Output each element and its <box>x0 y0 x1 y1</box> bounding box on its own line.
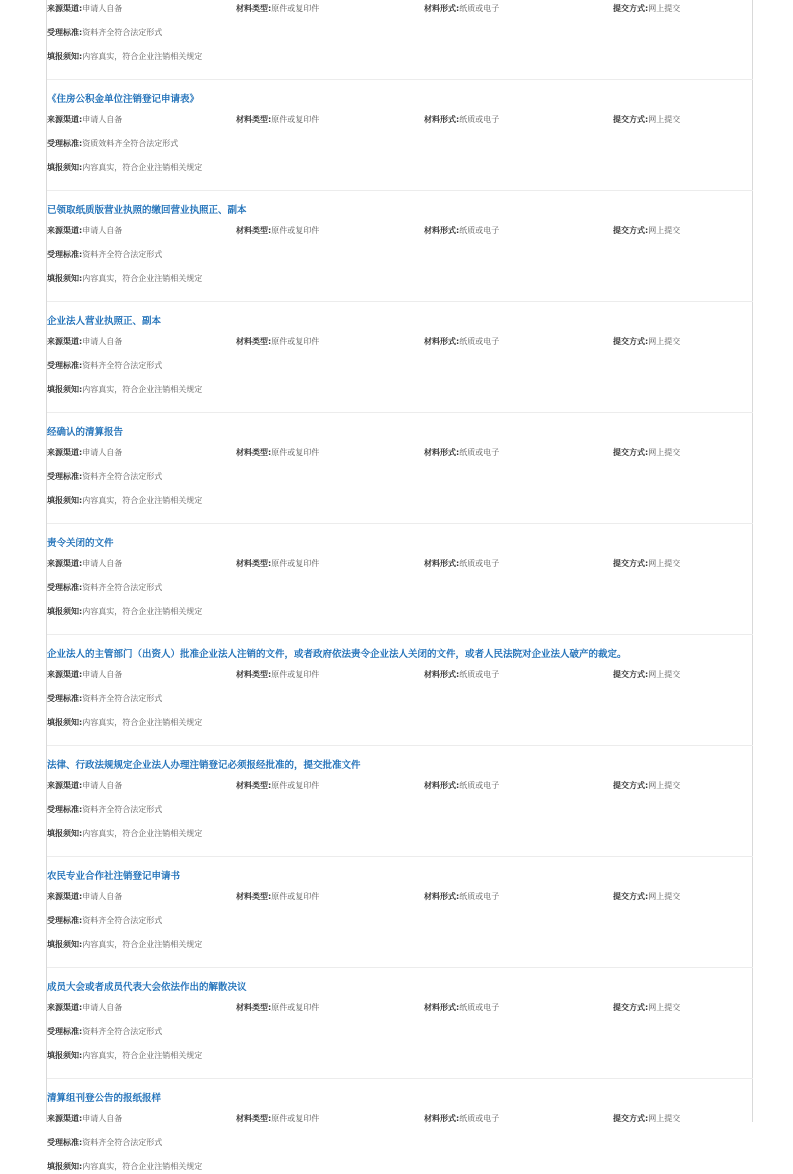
notice-value: 内容真实，符合企业注销相关规定 <box>82 940 203 949</box>
notice-label: 填报须知: <box>47 940 83 949</box>
source-label: 来源渠道: <box>47 4 83 13</box>
form-value: 纸质或电子 <box>459 1003 500 1012</box>
submit-value: 网上提交 <box>648 670 681 679</box>
material-title-link[interactable]: 农民专业合作社注销登记申请书 <box>47 871 181 882</box>
standard-label: 受理标准: <box>47 1138 83 1147</box>
type-label: 材料类型: <box>236 226 272 235</box>
type-value: 原件或复印件 <box>271 559 320 568</box>
form-label: 材料形式: <box>424 448 460 457</box>
type-label: 材料类型: <box>236 115 272 124</box>
source-label: 来源渠道: <box>47 115 83 124</box>
type-value: 原件或复印件 <box>271 226 320 235</box>
materials-list <box>46 0 753 1171</box>
standard-value: 资料齐全符合法定形式 <box>82 250 163 259</box>
material-title-link[interactable]: 经确认的清算报告 <box>47 427 124 438</box>
source-label: 来源渠道: <box>47 226 83 235</box>
notice-row <box>47 1160 753 1174</box>
material-item <box>47 666 753 838</box>
standard-field <box>47 1136 162 1150</box>
type-label: 材料类型: <box>236 1003 272 1012</box>
source-value: 申请人自备 <box>82 892 123 901</box>
form-label: 材料形式: <box>424 1003 460 1012</box>
type-value: 原件或复印件 <box>271 670 320 679</box>
notice-value: 内容真实，符合企业注销相关规定 <box>82 607 203 616</box>
standard-value: 资质效料齐全符合法定形式 <box>82 139 179 148</box>
material-item <box>47 888 753 1060</box>
material-item <box>47 222 753 394</box>
type-label: 材料类型: <box>236 1114 272 1123</box>
form-value: 纸质或电子 <box>459 448 500 457</box>
type-value: 原件或复印件 <box>271 337 320 346</box>
submit-value: 网上提交 <box>648 892 681 901</box>
source-value: 申请人自备 <box>82 559 123 568</box>
source-label: 来源渠道: <box>47 337 83 346</box>
submit-label: 提交方式: <box>613 892 649 901</box>
type-value: 原件或复印件 <box>271 892 320 901</box>
submit-value: 网上提交 <box>648 226 681 235</box>
notice-value: 内容真实，符合企业注销相关规定 <box>82 385 203 394</box>
standard-value: 资料齐全符合法定形式 <box>82 361 163 370</box>
source-label: 来源渠道: <box>47 559 83 568</box>
form-value: 纸质或电子 <box>459 670 500 679</box>
standard-value: 资料齐全符合法定形式 <box>82 805 163 814</box>
form-value: 纸质或电子 <box>459 559 500 568</box>
standard-label: 受理标准: <box>47 694 83 703</box>
type-label: 材料类型: <box>236 337 272 346</box>
standard-label: 受理标准: <box>47 28 83 37</box>
source-value: 申请人自备 <box>82 781 123 790</box>
standard-label: 受理标准: <box>47 139 83 148</box>
notice-label: 填报须知: <box>47 1162 83 1171</box>
source-field <box>47 1112 122 1126</box>
type-label: 材料类型: <box>236 4 272 13</box>
material-title-link[interactable]: 法律、行政法规规定企业法人办理注销登记必须报经批准的，提交批准文件 <box>47 760 361 771</box>
source-label: 来源渠道: <box>47 1114 83 1123</box>
submit-label: 提交方式: <box>613 559 649 568</box>
material-item <box>47 444 753 616</box>
notice-value: 内容真实，符合企业注销相关规定 <box>82 52 203 61</box>
standard-label: 受理标准: <box>47 1027 83 1036</box>
notice-value: 内容真实，符合企业注销相关规定 <box>82 1051 203 1060</box>
type-label: 材料类型: <box>236 670 272 679</box>
material-item <box>47 0 753 172</box>
source-value: 申请人自备 <box>82 448 123 457</box>
notice-label: 填报须知: <box>47 274 83 283</box>
material-item <box>47 555 753 727</box>
source-value: 申请人自备 <box>82 1003 123 1012</box>
notice-value: 内容真实，符合企业注销相关规定 <box>82 274 203 283</box>
material-meta-row <box>47 1112 753 1126</box>
source-value: 申请人自备 <box>82 1114 123 1123</box>
form-value: 纸质或电子 <box>459 892 500 901</box>
submit-value: 网上提交 <box>648 4 681 13</box>
material-title-link[interactable]: 已领取纸质版营业执照的缴回营业执照正、副本 <box>47 205 247 216</box>
form-value: 纸质或电子 <box>459 781 500 790</box>
source-value: 申请人自备 <box>82 226 123 235</box>
type-value: 原件或复印件 <box>271 1003 320 1012</box>
submit-label: 提交方式: <box>613 781 649 790</box>
standard-value: 资料齐全符合法定形式 <box>82 1027 163 1036</box>
submit-value: 网上提交 <box>648 337 681 346</box>
submit-field <box>613 1112 680 1126</box>
material-item <box>47 777 753 949</box>
form-label: 材料形式: <box>424 4 460 13</box>
source-label: 来源渠道: <box>47 448 83 457</box>
form-label: 材料形式: <box>424 115 460 124</box>
notice-value: 内容真实，符合企业注销相关规定 <box>82 163 203 172</box>
standard-value: 资料齐全符合法定形式 <box>82 583 163 592</box>
type-field <box>236 1112 319 1126</box>
submit-value: 网上提交 <box>648 115 681 124</box>
material-title-link[interactable]: 企业法人营业执照正、副本 <box>47 316 162 327</box>
type-value: 原件或复印件 <box>271 781 320 790</box>
notice-label: 填报须知: <box>47 52 83 61</box>
standard-label: 受理标准: <box>47 916 83 925</box>
submit-label: 提交方式: <box>613 670 649 679</box>
form-label: 材料形式: <box>424 892 460 901</box>
source-label: 来源渠道: <box>47 781 83 790</box>
notice-label: 填报须知: <box>47 496 83 505</box>
material-item <box>47 333 753 505</box>
form-value: 纸质或电子 <box>459 337 500 346</box>
submit-label: 提交方式: <box>613 115 649 124</box>
notice-label: 填报须知: <box>47 718 83 727</box>
type-label: 材料类型: <box>236 781 272 790</box>
form-value: 纸质或电子 <box>459 1114 500 1123</box>
submit-label: 提交方式: <box>613 337 649 346</box>
form-label: 材料形式: <box>424 781 460 790</box>
notice-label: 填报须知: <box>47 1051 83 1060</box>
type-value: 原件或复印件 <box>271 115 320 124</box>
form-value: 纸质或电子 <box>459 115 500 124</box>
type-label: 材料类型: <box>236 559 272 568</box>
form-field <box>424 1112 499 1126</box>
form-value: 纸质或电子 <box>459 4 500 13</box>
standard-value: 资料齐全符合法定形式 <box>82 1138 163 1147</box>
source-value: 申请人自备 <box>82 4 123 13</box>
standard-value: 资料齐全符合法定形式 <box>82 472 163 481</box>
form-label: 材料形式: <box>424 1114 460 1123</box>
submit-label: 提交方式: <box>613 448 649 457</box>
standard-label: 受理标准: <box>47 250 83 259</box>
source-label: 来源渠道: <box>47 892 83 901</box>
submit-label: 提交方式: <box>613 226 649 235</box>
material-title-link[interactable]: 成员大会或者成员代表大会依法作出的解散决议 <box>47 982 247 993</box>
form-label: 材料形式: <box>424 337 460 346</box>
type-value: 原件或复印件 <box>271 448 320 457</box>
material-title-link[interactable]: 清算组刊登公告的报纸报样 <box>47 1093 162 1104</box>
submit-value: 网上提交 <box>648 1114 681 1123</box>
notice-label: 填报须知: <box>47 607 83 616</box>
notice-label: 填报须知: <box>47 163 83 172</box>
submit-label: 提交方式: <box>613 4 649 13</box>
notice-value: 内容真实，符合企业注销相关规定 <box>82 718 203 727</box>
type-label: 材料类型: <box>236 448 272 457</box>
form-label: 材料形式: <box>424 226 460 235</box>
notice-value: 内容真实，符合企业注销相关规定 <box>82 496 203 505</box>
form-label: 材料形式: <box>424 670 460 679</box>
standard-row <box>47 1136 753 1150</box>
type-label: 材料类型: <box>236 892 272 901</box>
source-value: 申请人自备 <box>82 670 123 679</box>
type-value: 原件或复印件 <box>271 1114 320 1123</box>
notice-value: 内容真实，符合企业注销相关规定 <box>82 829 203 838</box>
standard-value: 资料齐全符合法定形式 <box>82 28 163 37</box>
standard-label: 受理标准: <box>47 361 83 370</box>
type-value: 原件或复印件 <box>271 4 320 13</box>
submit-value: 网上提交 <box>648 781 681 790</box>
submit-value: 网上提交 <box>648 559 681 568</box>
material-item <box>47 111 753 283</box>
standard-value: 资料齐全符合法定形式 <box>82 694 163 703</box>
submit-label: 提交方式: <box>613 1114 649 1123</box>
standard-value: 资料齐全符合法定形式 <box>82 916 163 925</box>
material-title-link[interactable]: 《住房公积金单位注销登记申请表》 <box>47 94 200 105</box>
source-label: 来源渠道: <box>47 1003 83 1012</box>
submit-value: 网上提交 <box>648 1003 681 1012</box>
standard-label: 受理标准: <box>47 583 83 592</box>
notice-label: 填报须知: <box>47 829 83 838</box>
material-item <box>47 999 753 1171</box>
source-value: 申请人自备 <box>82 337 123 346</box>
material-title-link[interactable]: 企业法人的主管部门（出资人）批准企业法人注销的文件，或者政府依法责令企业法人关闭的文件，或者人民法院对企业法人破产的裁定。 <box>47 649 627 660</box>
form-label: 材料形式: <box>424 559 460 568</box>
notice-label: 填报须知: <box>47 385 83 394</box>
source-label: 来源渠道: <box>47 670 83 679</box>
form-value: 纸质或电子 <box>459 226 500 235</box>
submit-label: 提交方式: <box>613 1003 649 1012</box>
standard-label: 受理标准: <box>47 805 83 814</box>
source-value: 申请人自备 <box>82 115 123 124</box>
standard-label: 受理标准: <box>47 472 83 481</box>
material-title-link[interactable]: 责令关闭的文件 <box>47 538 114 549</box>
notice-field <box>47 1160 202 1174</box>
notice-value: 内容真实，符合企业注销相关规定 <box>82 1162 203 1171</box>
submit-value: 网上提交 <box>648 448 681 457</box>
